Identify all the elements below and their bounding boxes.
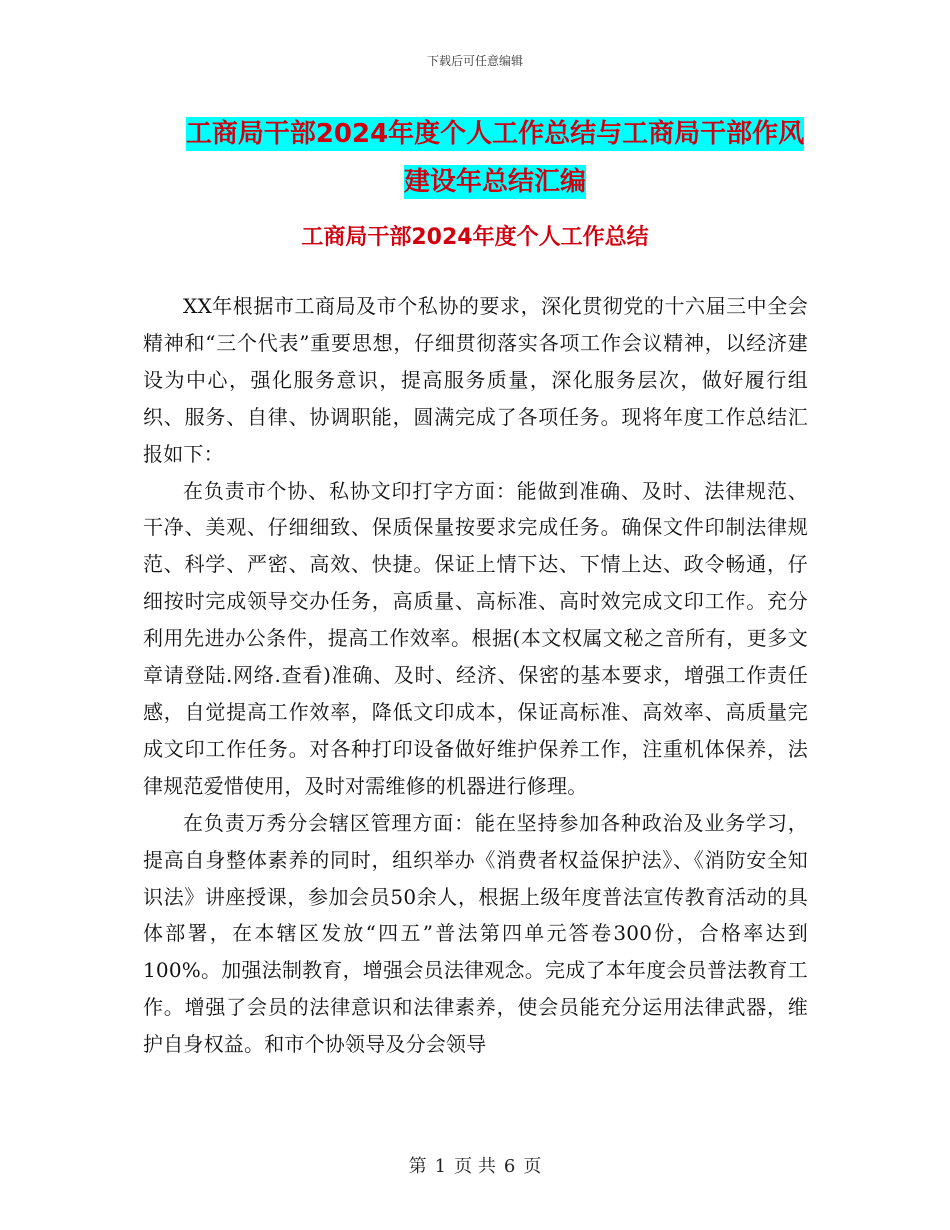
document-body	[143, 288, 808, 1063]
document-title-line-2: 建设年总结汇编	[403, 167, 586, 197]
document-title	[145, 110, 845, 206]
footer-prefix: 第	[408, 1156, 427, 1177]
section-title: 工商局干部2024年度个人工作总结	[301, 225, 649, 250]
page-footer	[0, 1152, 950, 1178]
paragraph-3: 在负责万秀分会辖区管理方面：能在坚持参加各种政治及业务学习，提高自身整体素养的同时，组织举办《消费者权益保护法》、《消防安全知识法》讲座授课，参加会员50余人，根据上级年度普法宣传教育活动的具体部署，在本辖区发放“四五”普法第四单元答卷300份，合格率达到100%。加强法制教育，增强会员法律观念。完成了本年度会员普法教育工作。增强了会员的法律意识和法律素养，使会员能充分运用法律武器，维护自身权益。和市个协领导及分会领导	[143, 810, 808, 1057]
page-header-note: 下载后可任意编辑	[426, 54, 523, 68]
paragraph-2: 在负责市个协、私协文印打字方面：能做到准确、及时、法律规范、干净、美观、仔细细致、保质保量按要求完成任务。确保文件印制法律规范、科学、严密、高效、快捷。保证上情下达、下情上达、政令畅通，仔细按时完成领导交办任务，高质量、高标准、高时效完成文印工作。充分利用先进办公条件，提高工作效率。根据(本文权属文秘之音所有，更多文章请登陆.网络.查看)准确、及时、经济、保密的基本要求，增强工作责任感，自觉提高工作效率，降低文印成本，保证高标准、高效率、高质量完成文印工作任务。对各种打印设备做好维护保养工作，注重机体保养，法律规范爱惜使用，及时对需维修的机器进行修理。	[143, 478, 808, 798]
footer-suffix: 页	[523, 1156, 542, 1177]
footer-total-pages: 6	[503, 1156, 516, 1177]
paragraph-1: XX年根据市工商局及市个私协的要求，深化贯彻党的十六届三中全会精神和“三个代表”重要思想，仔细贯彻落实各项工作会议精神，以经济建设为中心，强化服务意识，提高服务质量，深化服务层次，做好履行组织、服务、自律、协调职能，圆满完成了各项任务。现将年度工作总结汇报如下：	[143, 294, 808, 466]
footer-middle: 页 共	[454, 1156, 496, 1177]
footer-page-number: 1	[434, 1156, 447, 1177]
document-title-line-1: 工商局干部2024年度个人工作总结与工商局干部作风	[185, 119, 805, 149]
